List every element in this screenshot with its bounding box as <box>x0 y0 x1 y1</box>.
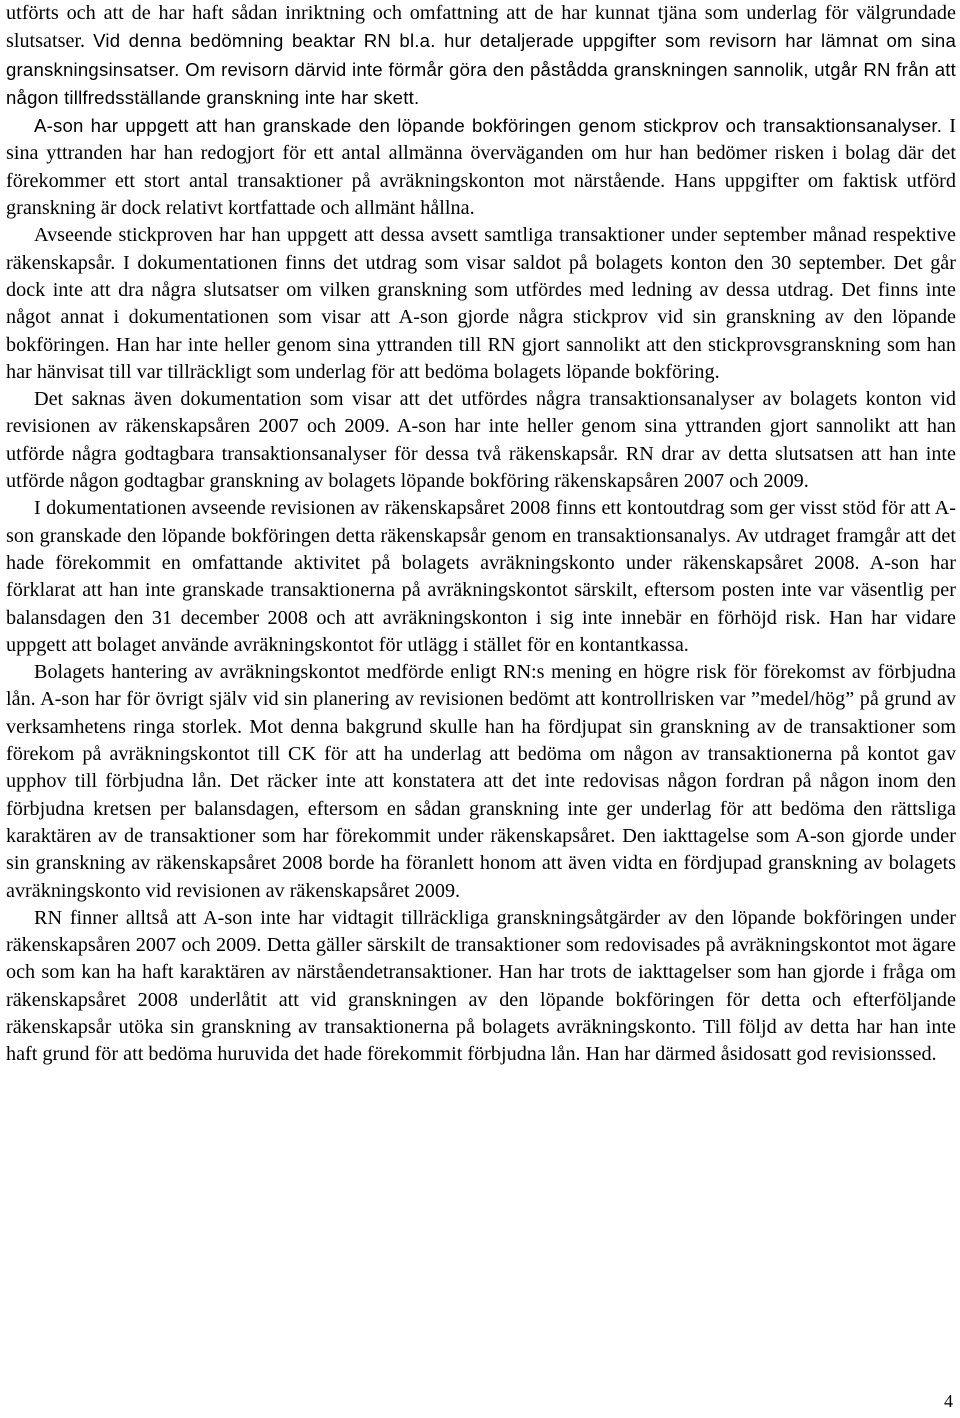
paragraph-3 <box>6 222 956 386</box>
paragraph-4 <box>6 386 956 495</box>
document-page <box>6 0 956 1069</box>
paragraph-5 <box>6 495 956 659</box>
paragraph-3-text: Avseende stickproven har han uppgett att dessa avsett samtliga transaktioner under september månad respektive räkenskapsår. I dokumentationen finns det utdrag som visar saldot på bolagets konton den 30 september. Det går dock inte att dra några slutsatser om vilken granskning som utfördes med ledning av dessa utdrag. Det finns inte något annat i dokumentationen som visar att A-son gjorde några stickprov vid sin granskning av den löpande bokföringen. Han har inte heller genom sina yttranden till RN gjort sannolikt att den stickprovsgranskning som han har hänvisat till var tillräckligt som underlag för att bedöma bolagets löpande bokföring. <box>6 224 956 383</box>
paragraph-1 <box>6 0 956 112</box>
paragraph-1-text-b: Vid denna bedömning beaktar RN bl.a. hur detaljerade uppgifter som revisorn har lämnat om sina granskningsinsatser. Om revisorn därvid inte förmår göra den påstådda granskningen sannolik, utgår RN från att någon tillfredsställande granskning inte har skett. <box>6 30 956 108</box>
paragraph-6-text: Bolagets hantering av avräkningskontot medförde enligt RN:s mening en högre risk för förekomst av förbjudna lån. A-son har för övrigt själv vid sin planering av revisionen bedömt att kontrollrisken var ”medel/hög” på grund av verksamhetens ringa storlek. Mot denna bakgrund skulle han ha fördjupat sin granskning av de transaktioner som förekom på avräkningskontot till CK för att ha underlag att bedöma om någon av transaktionerna på kontot gav upphov till förbjudna lån. Det räcker inte att konstatera att det inte redovisas någon fordran på någon inom den förbjudna kretsen per balansdagen, eftersom en sådan granskning inte ger underlag för att bedöma den rättsliga karaktären av de transaktioner som har förekommit under räkenskapsåret. Den iakttagelse som A-son gjorde under sin granskning av räkenskapsåret 2008 borde ha föranlett honom att även vidta en fördjupad granskning av bolagets avräkningskonto vid revisionen av räkenskapsåret 2009. <box>6 661 956 902</box>
page-number: 4 <box>944 1391 953 1411</box>
paragraph-2 <box>6 112 956 222</box>
paragraph-4-text: Det saknas även dokumentation som visar att det utfördes några transaktionsanalyser av bolagets konton vid revisionen av räkenskapsåren 2007 och 2009. A-son har inte heller genom sina yttranden gjort sannolikt att han utförde några godtagbara transaktionsanalyser för dessa två räkenskapsår. RN drar av detta slutsatsen att han inte utförde någon godtagbar granskning av bolagets löpande bokföring räkenskapsåren 2007 och 2009. <box>6 388 956 493</box>
paragraph-1-text-a: utförts och att de har haft sådan inriktning och omfattning att de har kunnat tjäna som underlag för välgrundade slutsatser. <box>6 2 956 53</box>
paragraph-2-text-b: I sina yttranden har han redogjort för ett antal allmänna överväganden om hur han bedömer risken i bolag där det förekommer ett stort antal transaktioner på avräkningskonton mot närstående. Hans uppgifter om faktisk utförd granskning är dock relativt kortfattade och allmänt hållna. <box>6 115 956 220</box>
paragraph-7-text: RN finner alltså att A-son inte har vidtagit tillräckliga granskningsåtgärder av den löpande bokföringen under räkenskapsåren 2007 och 2009. Detta gäller särskilt de transaktioner som redovisades på avräkningskontot mot ägare och som kan ha haft karaktären av närståendetransaktioner. Han har trots de iakttagelser som han gjorde i fråga om räkenskapsåret 2008 underlåtit att vid granskningen av den löpande bokföringen för detta och efterföljande räkenskapsår utöka sin granskning av transaktionerna på bolagets avräkningskonto. Till följd av detta har han inte haft grund för att bedöma huruvida det hade förekommit förbjudna lån. Han har därmed åsidosatt god revisionssed. <box>6 906 956 1066</box>
paragraph-5-text: I dokumentationen avseende revisionen av räkenskapsåret 2008 finns ett kontoutdrag som ger visst stöd för att A-son granskade den löpande bokföringen detta räkenskapsår genom en transaktionsanalys. Av utdraget framgår att det hade förekommit en omfattande aktivitet på bolagets avräkningskonto under räkenskapsåret 2008. A-son har förklarat att han inte granskade transaktionerna på avräkningskontot särskilt, eftersom posten inte var väsentlig per balansdagen den 31 december 2008 och att avräkningskonton i sig inte innebär en förhöjd risk. Han har vidare uppgett att bolaget använde avräkningskontot för utlägg i stället för en kontantkassa. <box>6 497 956 656</box>
paragraph-7 <box>6 905 956 1069</box>
paragraph-6 <box>6 659 956 905</box>
paragraph-2-text-a: A-son har uppgett att han granskade den löpande bokföringen genom stickprov och transaktionsanalyser. <box>34 115 950 137</box>
